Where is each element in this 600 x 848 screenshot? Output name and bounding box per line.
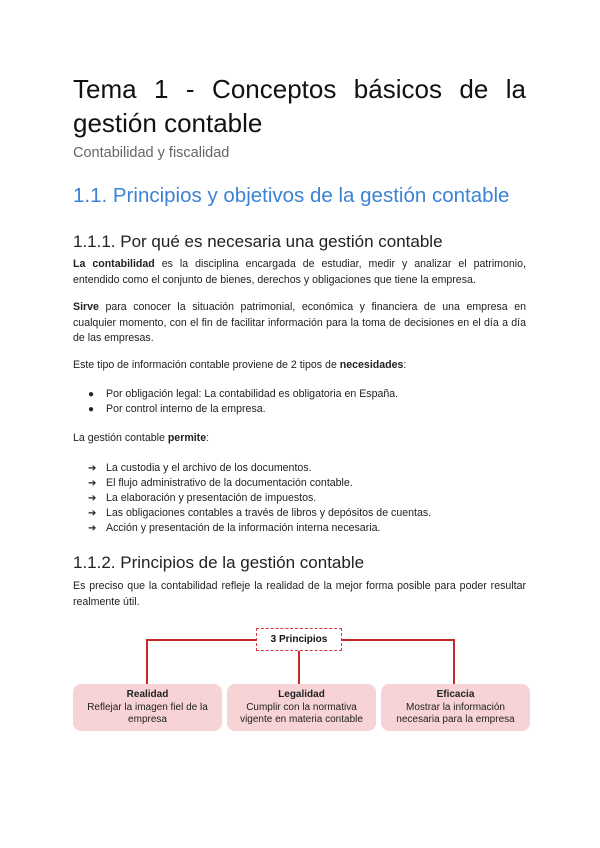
page-subtitle: Contabilidad y fiscalidad (73, 145, 230, 161)
principles-diagram (0, 620, 600, 740)
paragraph-permite-pre: La gestión contable (73, 432, 168, 444)
paragraph-necesidades-pre: Este tipo de información contable proviene de 2 tipos de (73, 359, 340, 371)
list-item (88, 402, 528, 417)
principle-card-text-line-2: vigente en materia contable (240, 714, 363, 725)
list-item (88, 521, 528, 536)
connector-left-horizontal (146, 639, 256, 641)
connector-left-vertical (146, 639, 148, 684)
paragraph-necesidades (73, 358, 526, 374)
page-title-line-2: gestión contable (73, 108, 263, 138)
principle-card-text-line-1: Mostrar la información (406, 701, 505, 713)
principle-card-title: Eficacia (436, 689, 475, 700)
arrow-icon: ➔ (88, 493, 97, 504)
bullet-marker: ● (88, 404, 95, 415)
connector-center-vertical (298, 651, 300, 684)
paragraph-principios: Es preciso que la contabilidad refleje la realidad de la mejor forma posible para poder resultar realmente útil. (73, 580, 526, 608)
paragraph-contabilidad-bold: La contabilidad (73, 258, 155, 270)
arrow-icon: ➔ (88, 463, 97, 474)
section-heading: 1.1. Principios y objetivos de la gestión contable (73, 184, 510, 207)
arrow-icon: ➔ (88, 478, 97, 489)
subsection-heading-1: 1.1.1. Por qué es necesaria una gestión contable (73, 232, 443, 251)
paragraph-contabilidad-text: es la disciplina encargada de estudiar, medir y analizar el patrimonio, entendido como el conjunto de bienes, derechos y obligaciones que tiene la empresa. (73, 258, 526, 286)
list-item-text: El flujo administrativo de la documentación contable. (106, 477, 353, 489)
arrow-list (88, 461, 528, 536)
paragraph-contabilidad (73, 257, 526, 288)
paragraph-sirve (73, 300, 526, 347)
paragraph-necesidades-post: : (403, 359, 407, 371)
page-title-line-1: Tema 1 - Conceptos básicos de la (73, 74, 526, 104)
principle-card-realidad (73, 684, 222, 731)
connector-right-vertical (453, 639, 455, 684)
list-item (88, 506, 528, 521)
paragraph-sirve-bold: Sirve (73, 301, 99, 313)
list-item-text: Por obligación legal: La contabilidad es obligatoria en España. (106, 388, 399, 400)
principle-card-text-line-2: necesaria para la empresa (396, 714, 515, 725)
principle-card-title: Legalidad (278, 689, 325, 700)
paragraph-permite-bold: permite (167, 432, 207, 444)
list-item-text: Por control interno de la empresa. (106, 403, 266, 415)
bullet-list (88, 387, 528, 417)
paragraph-necesidades-bold: necesidades (339, 359, 404, 371)
arrow-icon: ➔ (88, 508, 97, 519)
principle-card-legalidad (227, 684, 376, 731)
paragraph-sirve-text: para conocer la situación patrimonial, económica y financiera de una empresa en cualquier momento, con el fin de facilitar información para la toma de decisiones en el día a día de las empresas. (73, 301, 526, 344)
list-item-text: Acción y presentación de la información interna necesaria. (106, 522, 381, 534)
list-item-text: Las obligaciones contables a través de libros y depósitos de cuentas. (106, 507, 432, 519)
principle-card-title: Realidad (126, 689, 169, 700)
paragraph-permite (73, 431, 526, 447)
principle-card-text-line-1: Cumplir con la normativa (246, 701, 357, 713)
principle-card-text-line-2: empresa (128, 714, 167, 725)
paragraph-permite-post: : (206, 432, 210, 444)
list-item (88, 461, 528, 476)
diagram-head-box: 3 Principios (256, 628, 342, 651)
principle-card-eficacia (381, 684, 530, 731)
arrow-icon: ➔ (88, 523, 97, 534)
list-item-text: La custodia y el archivo de los documentos. (106, 462, 312, 474)
subsection-heading-2: 1.1.2. Principios de la gestión contable (73, 553, 365, 572)
list-item (88, 387, 528, 402)
list-item (88, 491, 528, 506)
principle-card-text-line-1: Reflejar la imagen fiel de la (87, 701, 208, 713)
connector-right-horizontal (342, 639, 455, 641)
list-item-text: La elaboración y presentación de impuestos. (106, 492, 317, 504)
list-item (88, 476, 528, 491)
bullet-marker: ● (88, 389, 95, 400)
